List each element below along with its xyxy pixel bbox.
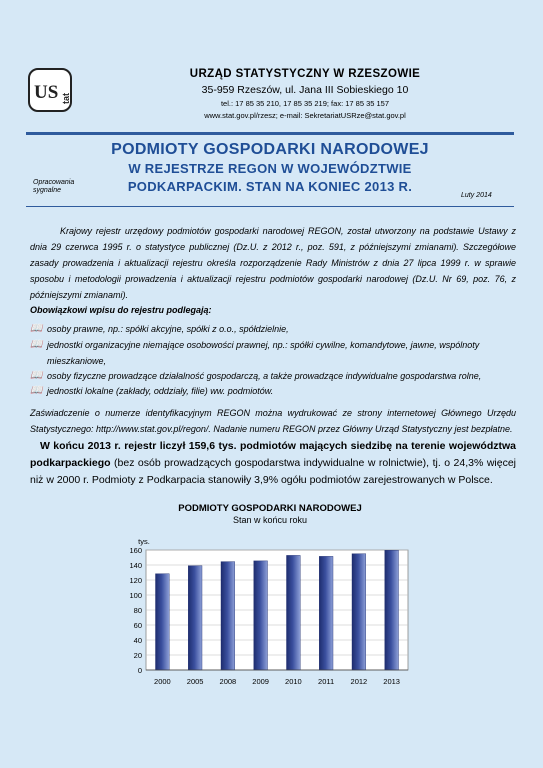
bar-chart-svg xyxy=(118,530,418,692)
title-line-2: W REJESTRZE REGON W WOJEWÓDZTWIE xyxy=(128,161,412,176)
y-axis-label: tys. xyxy=(138,537,150,546)
y-tick-label: 60 xyxy=(133,621,142,630)
x-tick-label: 2009 xyxy=(252,677,269,686)
y-tick-label: 100 xyxy=(129,591,142,600)
svg-text:US: US xyxy=(34,82,59,103)
y-tick-label: 0 xyxy=(137,666,142,675)
list-item-text: osoby prawne, np.: spółki akcyjne, spółki z o.o., spółdzielnie, xyxy=(47,324,289,334)
summary-bold: W końcu 2013 r. rejestr liczył 159,6 tys. podmiotów mających siedzibę na terenie województwa podkarpackiego xyxy=(30,440,516,469)
list-item-text: jednostki organizacyjne niemające osobowości prawnej, np.: spółki cywilne, komandytowe, jawne, wspólnoty mieszkaniowe, xyxy=(47,340,480,366)
regon-info-paragraph: Zaświadczenie o numerze identyfikacyjnym REGON można wydrukować ze strony internetowej Głównego Urzędu Statystycznego: http://www.stat.gov.pl/regon/. Nadanie numeru REGON przez Główny Urząd Statystyczny jest bezpłatne. xyxy=(30,408,516,434)
header-divider xyxy=(26,132,514,135)
chart-title: PODMIOTY GOSPODARKI NARODOWEJ xyxy=(178,503,362,514)
x-tick-label: 2000 xyxy=(154,677,171,686)
y-tick-label: 20 xyxy=(133,651,142,660)
obligation-header: Obowiązkowi wpisu do rejestru podlegają: xyxy=(30,305,212,315)
chart-subtitle: Stan w końcu roku xyxy=(232,515,308,525)
intro-paragraph: Krajowy rejestr urzędowy podmiotów gospodarki narodowej REGON, został utworzony na podstawie Ustawy z dnia 29 czerwca 1995 r. o statystyce publicznej (Dz.U. z 2012 r., poz. 591, z późniejszymi zmianami). Szczegółowe zasady prowadzenia i aktualizacji rejestru określa rozporządzenie Rady Ministrów z dnia 27 lipca 1999 r. w sprawie sposobu i metodologii prowadzenia i aktualizacji rejestru podmiotów gospodarki narodowej (Dz.U. Nr 69, poz. 76, z późniejszymi zmianami). xyxy=(30,226,516,300)
title-line-3: PODKARPACKIM. STAN NA KONIEC 2013 R. xyxy=(127,179,413,194)
org-address: 35-959 Rzeszów, ul. Jana III Sobieskiego 10 xyxy=(201,84,409,96)
book-icon: 📖 xyxy=(30,385,43,396)
y-tick-label: 80 xyxy=(133,606,142,615)
bar xyxy=(254,561,268,670)
org-name: URZĄD STATYSTYCZNY W RZESZOWIE xyxy=(189,68,421,80)
title-line-1: PODMIOTY GOSPODARKI NARODOWEJ xyxy=(111,141,429,158)
bar xyxy=(188,566,202,670)
y-tick-label: 160 xyxy=(129,546,142,555)
y-tick-label: 140 xyxy=(129,561,142,570)
bar-chart xyxy=(118,530,418,692)
x-tick-label: 2012 xyxy=(350,677,368,686)
x-tick-label: 2011 xyxy=(318,677,335,686)
bar xyxy=(385,550,399,670)
list-item xyxy=(30,383,516,399)
book-icon: 📖 xyxy=(30,323,43,334)
x-tick-label: 2008 xyxy=(219,677,237,686)
x-tick-label: 2010 xyxy=(285,677,302,686)
series-label: Opracowania sygnalne xyxy=(33,179,75,194)
summary-rest: (bez osób prowadzących gospodarstwa indywidualne w rolnictwie), tj. o 24,3% więcej niż w 2000 r. Podmioty z Podkarpacia stanowiły 3,9% ogółu podmiotów zarejestrowanych w Polsce. xyxy=(30,457,516,486)
list-item xyxy=(30,321,516,337)
x-tick-label: 2013 xyxy=(383,677,400,686)
list-item xyxy=(30,337,516,369)
publication-date: Luty 2014 xyxy=(461,192,492,199)
list-item-text: jednostki lokalne (zakłady, oddziały, filie) ww. podmiotów. xyxy=(47,386,274,396)
bar xyxy=(352,554,366,670)
list-item xyxy=(30,368,516,384)
bar xyxy=(155,574,169,670)
org-web[interactable]: www.stat.gov.pl/rzesz; e-mail: SekretariatUSRze@stat.gov.pl xyxy=(204,111,406,120)
title-divider xyxy=(26,206,514,207)
bar xyxy=(221,562,235,670)
list-item-text: osoby fizyczne prowadzące działalność gospodarczą, a także prowadzące indywidualne gospodarstwa rolne, xyxy=(47,371,482,381)
svg-text:tat: tat xyxy=(61,93,71,104)
x-tick-label: 2005 xyxy=(186,677,204,686)
book-icon: 📖 xyxy=(30,370,43,381)
bar xyxy=(286,555,300,670)
summary-paragraph xyxy=(30,438,516,489)
bar xyxy=(319,556,333,670)
us-logo xyxy=(28,68,72,112)
y-tick-label: 40 xyxy=(133,636,142,645)
org-phones: tel.: 17 85 35 210, 17 85 35 219; fax: 17 85 35 157 xyxy=(220,99,390,108)
book-icon: 📖 xyxy=(30,339,43,350)
y-tick-label: 120 xyxy=(129,576,142,585)
